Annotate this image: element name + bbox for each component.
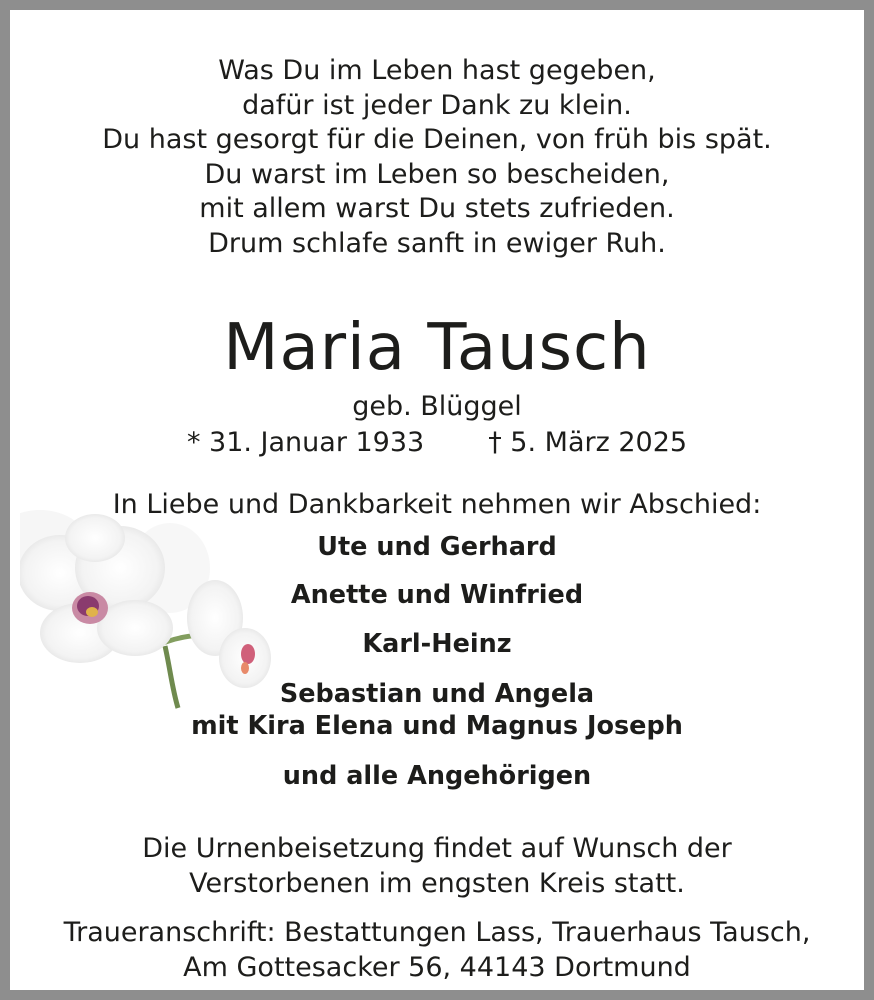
poem <box>20 54 854 261</box>
mourner-name: Sebastian und Angela <box>279 679 595 709</box>
poem-line: Du warst im Leben so bescheiden, <box>204 158 670 190</box>
life-dates <box>20 426 854 460</box>
mourner-name: Ute und Gerhard <box>317 532 557 562</box>
farewell-intro: In Liebe und Dankbarkeit nehmen wir Abschied: <box>112 489 762 520</box>
deceased-name: Maria Tausch <box>223 311 651 385</box>
mourner-name: und alle Angehörigen <box>282 761 592 791</box>
burial-note-line: Verstorbenen im engsten Kreis statt. <box>189 867 685 899</box>
mourner-name: Karl-Heinz <box>362 629 512 659</box>
burial-note <box>20 832 854 901</box>
mourner-name: Anette und Winfried <box>290 580 584 610</box>
mourning-address <box>20 916 854 985</box>
poem-line: Was Du im Leben hast gegeben, <box>218 55 656 86</box>
birth-name: geb. Blüggel <box>352 391 522 422</box>
poem-line: Du hast gesorgt für die Deinen, von früh bis spät. <box>102 124 772 155</box>
birth-date: * 31. Januar 1933 <box>186 427 425 458</box>
mourner-name: mit Kira Elena und Magnus Joseph <box>191 711 683 741</box>
poem-line: mit allem warst Du stets zufrieden. <box>199 193 675 224</box>
poem-line: dafür ist jeder Dank zu klein. <box>242 89 632 121</box>
burial-note-line: Die Urnenbeisetzung findet auf Wunsch der <box>142 833 732 864</box>
poem-line: Drum schlafe sanft in ewiger Ruh. <box>208 227 666 259</box>
death-date: † 5. März 2025 <box>488 427 688 458</box>
obituary-content <box>20 20 854 983</box>
address-line: Traueranschrift: Bestattungen Lass, Trauerhaus Tausch, <box>63 917 811 948</box>
address-line: Am Gottesacker 56, 44143 Dortmund <box>183 951 691 983</box>
